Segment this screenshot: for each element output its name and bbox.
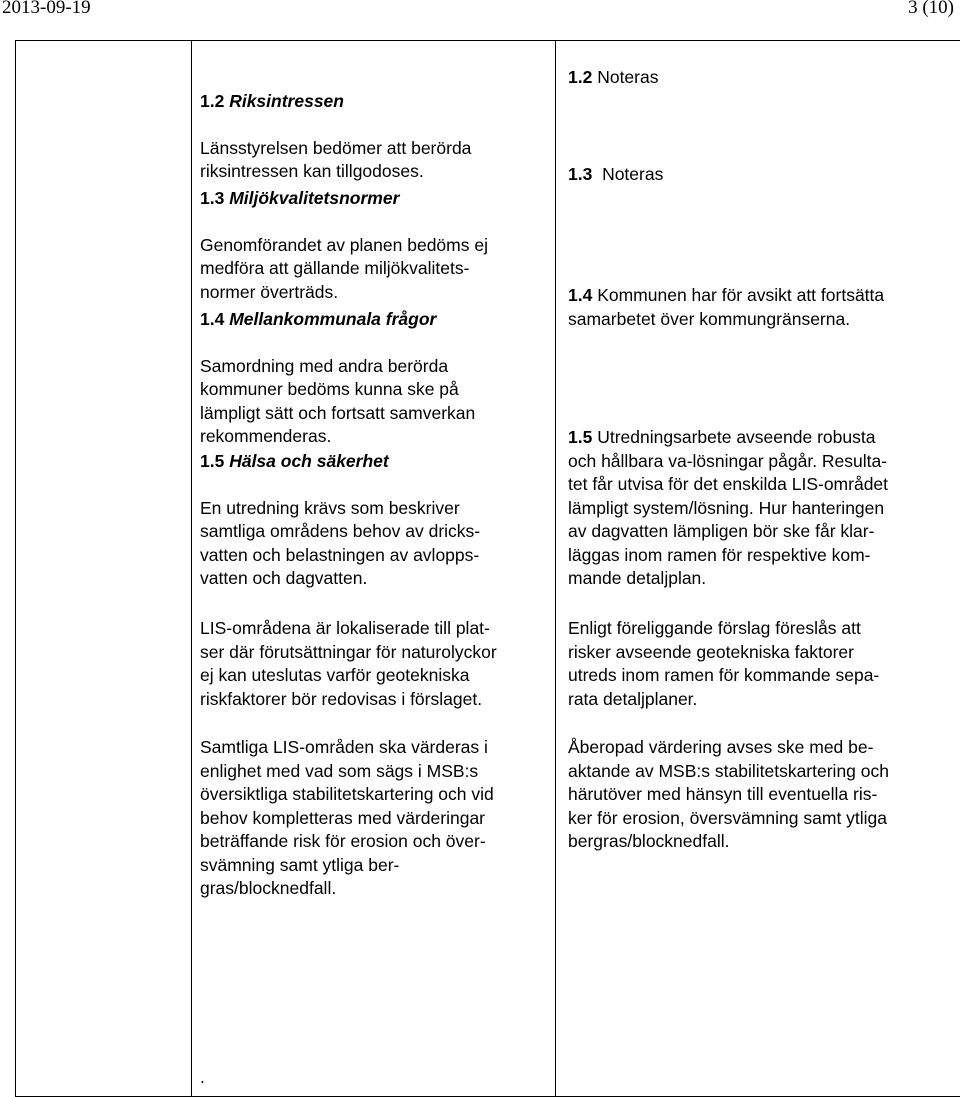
paragraph-lis-omradena: LIS-områdena är lokaliserade till plat- ser där förutsättningar för naturolyckor ej kan uteslutas varför geotekniska riskfaktorer bör redovisas i förslaget. xyxy=(200,618,497,709)
section-text: En utredning krävs som beskriver samtliga områdens behov av dricks- vatten och belastningen av avlopps- vatten och dagvatten. xyxy=(200,497,481,588)
section-1-5-halsa-och-sakerhet xyxy=(200,426,552,614)
section-heading: 1.2 Riksintressen xyxy=(200,90,344,111)
paragraph-aberopad-vardering: Åberopad värdering avses ske med be- aktande av MSB:s stabilitetskartering och härutöver med hänsyn till eventuella ris- ker för erosion, översvämning samt ytliga bergras/blocknedfall. xyxy=(568,737,889,851)
response-1-3: 1.3 Noteras xyxy=(568,164,664,184)
left-column xyxy=(15,40,192,1097)
section-heading: 1.3 Miljökvalitetsnormer xyxy=(200,187,400,208)
section-text: Samordning med andra berörda kommuner bedöms kunna ske på lämpligt sätt och fortsatt samverkan rekommenderas. xyxy=(200,355,476,446)
response-1-5: 1.5 Utredningsarbete avseende robusta och hållbara va-lösningar pågår. Resulta- tet får utvisa för det enskilda LIS-området lämpligt system/lösning. Hur hanteringen av dagvatten lämpligen bör ske får klar- läggas inom ramen för respektive kom- mande detaljplan. xyxy=(568,427,889,588)
section-text: Genomförandet av planen bedöms ej medföra att gällande miljökvalitets- normer överträds. xyxy=(200,234,488,302)
trailing-dot: . xyxy=(200,1067,205,1087)
section-title: Riksintressen xyxy=(229,90,344,111)
header-page-number: 3 (10) xyxy=(908,0,954,18)
paragraph-enligt-foreliggande: Enligt föreliggande förslag föreslås att risker avseende geotekniska faktorer utreds inom ramen för kommande sepa- rata detaljplaner. xyxy=(568,618,880,709)
section-title: Mellankommunala frågor xyxy=(229,308,437,329)
paragraph-samtliga-lis: Samtliga LIS-områden ska värderas i enlighet med vad som sägs i MSB:s översiktliga stabilitetskartering och vid behov kompletteras med värderingar beträffande risk för erosion och över- svämning samt ytliga ber- gras/blocknedfall. xyxy=(200,737,494,898)
section-title: Miljökvalitetsnormer xyxy=(229,187,400,208)
header-date: 2013-09-19 xyxy=(2,0,91,18)
section-heading: 1.5 Hälsa och säkerhet xyxy=(200,450,389,471)
section-heading: 1.4 Mellankommunala frågor xyxy=(200,308,437,329)
response-1-4: 1.4 Kommunen har för avsikt att fortsätta samarbetet över kommungränserna. xyxy=(568,285,885,329)
response-1-2: 1.2 Noteras xyxy=(568,67,659,87)
section-title: Hälsa och säkerhet xyxy=(229,450,389,471)
section-text: Länsstyrelsen bedömer att berörda riksintressen kan tillgodoses. xyxy=(200,137,472,181)
